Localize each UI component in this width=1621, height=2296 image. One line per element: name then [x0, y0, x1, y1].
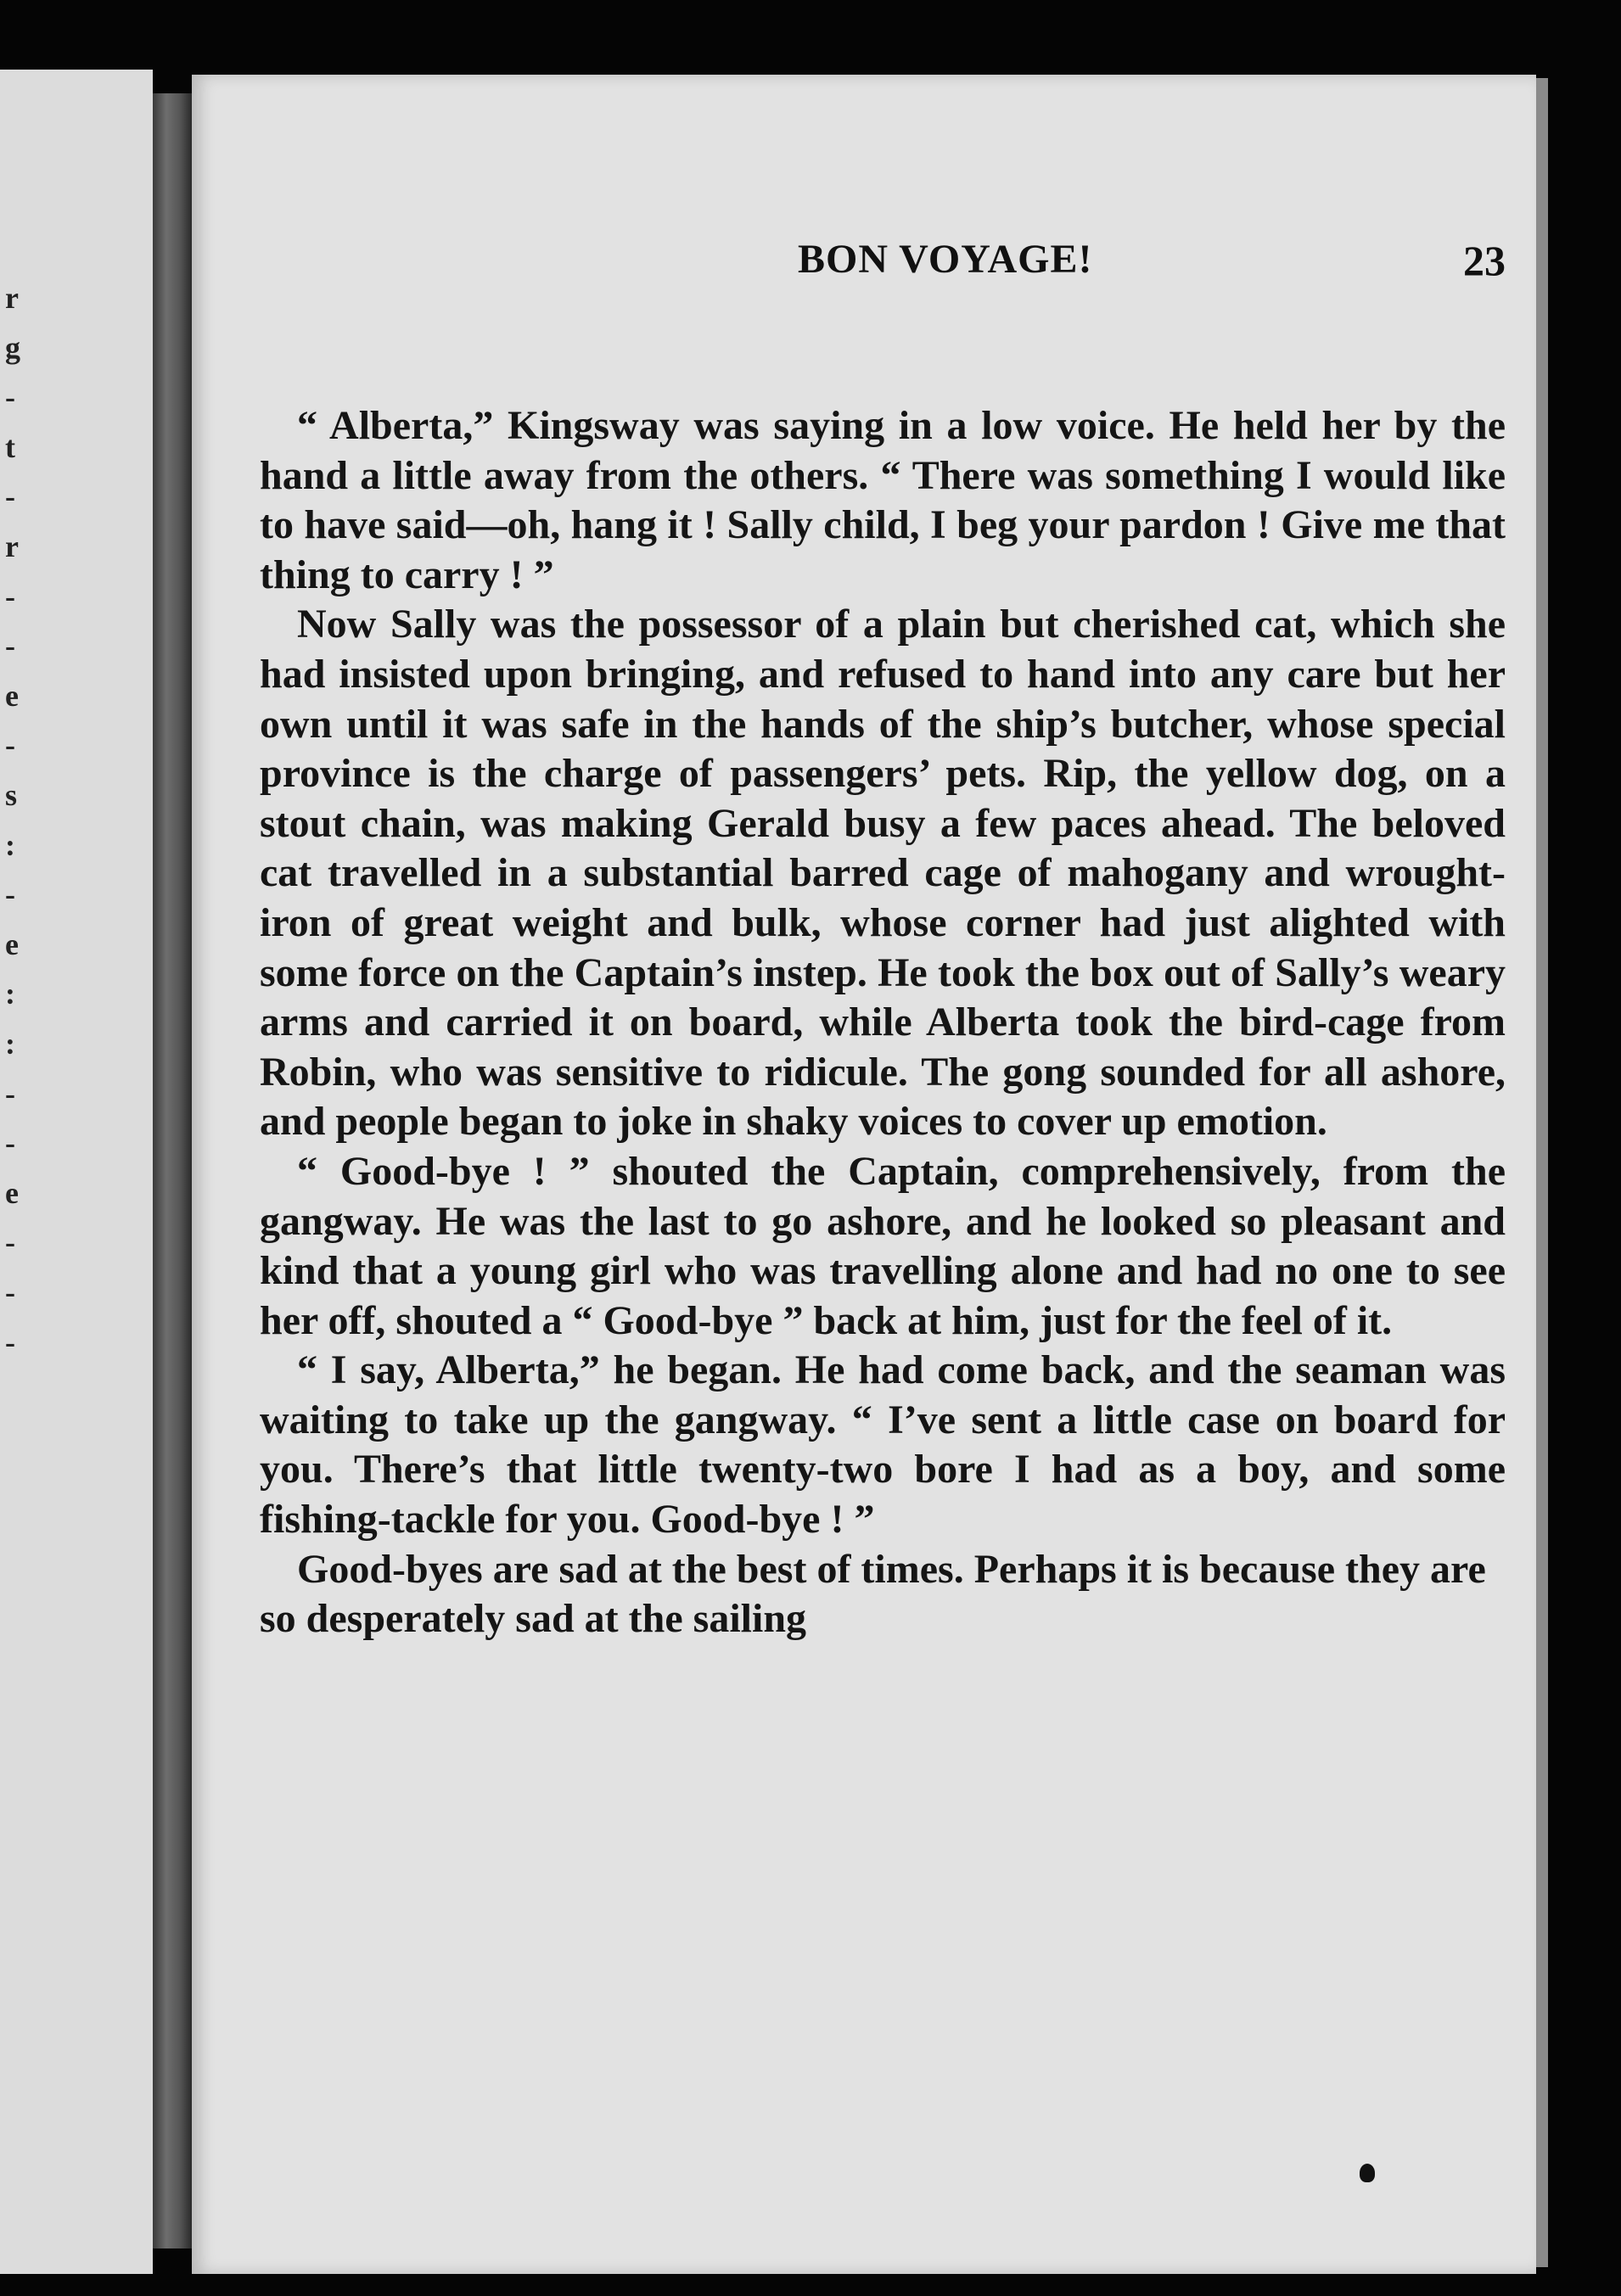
left-page-edge [0, 70, 153, 2274]
paragraph: “ I say, Alberta,” he began. He had come back, and the seaman was waiting to take up the gangway. “ I’ve sent a little case on board for you. There’s that little twenty-two bore I had as a boy, and some fishing-tackle for you. Good-bye ! ” [260, 1347, 1506, 1543]
left-page-mark: - [5, 1225, 15, 1260]
left-page-mark: - [5, 380, 15, 415]
page-header [260, 236, 1506, 304]
left-page-mark: - [5, 728, 15, 763]
paragraph: Now Sally was the possessor of a plain but cherished cat, which she had insisted upon bringing, and refused to hand into any care but her own until it was safe in the hands of the ship’s butcher, whose special province is the charge of passengers’ pets. Rip, the yellow dog, on a stout chain, was making Gerald busy a few paces ahead. The beloved cat travelled in a substantial barred cage of mahogany and wrought-iron of great weight and bulk, whose corner had just alighted with some force on the Captain’s instep. He took the box out of Sally’s weary arms and carried it on board, while Alberta took the bird-cage from Robin, who was sensitive to ridicule. The gong sounded for all ashore, and people began to joke in shaky voices to cover up emotion. [260, 602, 1506, 1145]
left-page-mark: - [5, 1076, 15, 1111]
paragraph: “ Good-bye ! ” shouted the Captain, comprehensively, from the gangway. He was the last to go ashore, and he looked so pleasant and kind that a young girl who was travelling alone and had no one to see her off, shouted a “ Good-bye ” back at him, just for the feel of it. [260, 1148, 1506, 1343]
left-page-mark: : [5, 977, 15, 1011]
left-page-mark: - [5, 629, 15, 664]
running-title: BON VOYAGE! [798, 237, 1093, 282]
left-page-mark: - [5, 479, 15, 514]
right-page-edge [1536, 78, 1548, 2267]
left-page-mark: t [5, 429, 15, 464]
page-number: 23 [1463, 237, 1506, 284]
book-spine [153, 93, 192, 2248]
left-page-mark: e [5, 927, 19, 961]
ink-blot [1360, 2164, 1375, 2182]
left-page-mark: - [5, 1275, 15, 1309]
left-page-mark: s [5, 778, 18, 812]
left-page-mark: : [5, 827, 15, 862]
left-page-mark: g [5, 330, 20, 365]
left-page-mark: - [5, 579, 15, 613]
left-page-mark: - [5, 1324, 15, 1359]
book-page [192, 75, 1536, 2274]
left-page-mark: r [5, 529, 19, 563]
paragraph: Good-byes are sad at the best of times. Perhaps it is because they are so desperately sad at the sailing [260, 1546, 1486, 1642]
left-page-mark: - [5, 877, 15, 912]
left-page-mark: - [5, 1126, 15, 1161]
left-page-mark: e [5, 678, 19, 713]
left-page-mark: e [5, 1175, 19, 1210]
left-page-mark: : [5, 1027, 15, 1061]
body-text [260, 401, 1506, 1644]
left-page-mark: r [5, 281, 19, 315]
paragraph: “ Alberta,” Kingsway was saying in a low voice. He held her by the hand a little away from the others. “ There was something I would like to have said—oh, hang it ! Sally child, I beg your pardon ! Give me that thing to carry ! ” [260, 403, 1506, 597]
